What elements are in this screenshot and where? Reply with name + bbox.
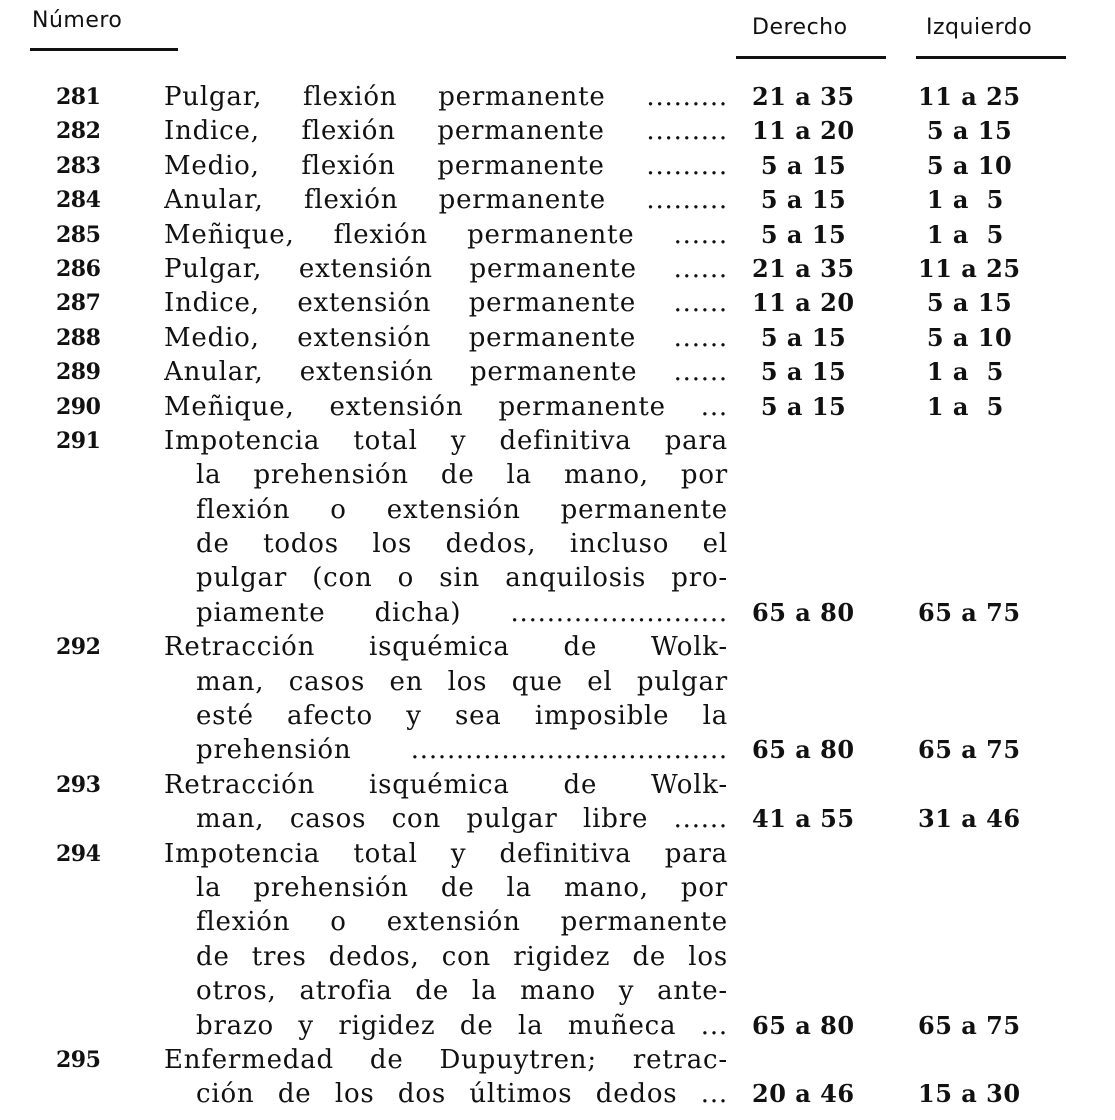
table-row [0,355,1115,389]
table-row [0,424,1115,630]
row-line [0,871,1115,905]
row-line [0,940,1115,974]
row-line [0,1077,1115,1111]
table-row [0,149,1115,183]
row-description-line: la prehensión de la mano, por [196,872,728,903]
value-izquierdo: 31 a 46 [918,804,1021,834]
row-line [0,733,1115,767]
row-number: 293 [56,771,101,798]
value-derecho: 65 a 80 [752,1010,855,1040]
column-header-numero: Número [32,8,123,33]
row-description-line: prehensión ................................... [196,735,728,766]
value-derecho: 5 a 15 [752,322,847,352]
value-derecho: 11 a 20 [752,288,855,318]
value-izquierdo: 1 a 5 [918,357,1004,387]
row-line [0,1009,1115,1043]
table-row [0,183,1115,217]
row-number: 283 [56,152,101,179]
row-description-line: Anular, extensión permanente ...... [164,357,728,388]
row-description-line: Retracción isquémica de Wolk- [164,632,728,663]
value-izquierdo: 1 a 5 [918,391,1004,421]
table-row [0,321,1115,355]
row-line [0,149,1115,183]
row-line [0,424,1115,458]
value-derecho: 21 a 35 [752,253,855,283]
row-line [0,974,1115,1008]
row-description-line: de tres dedos, con rigidez de los [196,941,728,972]
row-line [0,630,1115,664]
value-derecho: 65 a 80 [752,735,855,765]
row-line [0,802,1115,836]
value-izquierdo: 65 a 75 [918,1010,1021,1040]
value-izquierdo: 5 a 10 [918,322,1013,352]
row-number: 294 [56,840,101,867]
row-line [0,458,1115,492]
row-description-line: flexión o extensión permanente [196,494,728,525]
value-derecho: 5 a 15 [752,357,847,387]
column-header-derecho: Derecho [752,15,848,40]
row-line [0,355,1115,389]
row-number: 282 [56,118,101,145]
value-derecho: 65 a 80 [752,597,855,627]
row-line [0,561,1115,595]
table-row [0,390,1115,424]
row-description-line: Enfermedad de Dupuytren; retrac- [164,1044,728,1075]
row-description-line: Meñique, extensión permanente ... [164,391,728,422]
table-body [0,80,1115,1112]
value-izquierdo: 11 a 25 [918,82,1021,111]
value-derecho: 11 a 20 [752,116,855,146]
value-izquierdo: 5 a 15 [918,116,1013,146]
row-description-line: piamente dicha) ........................ [196,597,728,628]
row-description-line: Impotencia total y definitiva para [164,425,728,456]
table-row [0,837,1115,1043]
header-rule-izquierdo [916,56,1066,59]
table-row [0,252,1115,286]
row-line [0,1043,1115,1077]
row-description-line: Retracción isquémica de Wolk- [164,769,728,800]
row-line [0,183,1115,217]
row-line [0,768,1115,802]
row-description-line: Pulgar, flexión permanente ......... [164,82,728,112]
table-row [0,80,1115,114]
row-line [0,905,1115,939]
value-izquierdo: 15 a 30 [918,1079,1021,1109]
row-description-line: Medio, extensión permanente ...... [164,322,728,353]
row-number: 295 [56,1046,101,1073]
row-line [0,837,1115,871]
value-izquierdo: 65 a 75 [918,597,1021,627]
row-line [0,527,1115,561]
row-number: 289 [56,359,101,386]
value-derecho: 5 a 15 [752,219,847,249]
value-derecho: 21 a 35 [752,82,855,111]
value-izquierdo: 1 a 5 [918,185,1004,215]
row-description-line: Indice, flexión permanente ......... [164,116,728,147]
value-izquierdo: 65 a 75 [918,735,1021,765]
row-line [0,252,1115,286]
row-description-line: Indice, extensión permanente ...... [164,288,728,319]
row-number: 285 [56,221,101,248]
row-description-line: ción de los dos últimos dedos ... [196,1079,728,1110]
row-description-line: man, casos con pulgar libre ...... [196,804,728,835]
header-rule-numero [30,48,178,51]
row-number: 281 [56,84,101,110]
table-row [0,630,1115,768]
value-derecho: 5 a 15 [752,150,847,180]
row-description-line: Impotencia total y definitiva para [164,838,728,869]
row-line [0,699,1115,733]
value-izquierdo: 5 a 10 [918,150,1013,180]
header-rule-derecho [736,56,886,59]
row-description-line: la prehensión de la mano, por [196,460,728,491]
table-row [0,218,1115,252]
value-derecho: 5 a 15 [752,185,847,215]
row-line [0,218,1115,252]
value-izquierdo: 5 a 15 [918,288,1013,318]
value-izquierdo: 1 a 5 [918,219,1004,249]
row-description-line: esté afecto y sea imposible la [196,701,728,732]
row-description-line: brazo y rigidez de la muñeca ... [196,1010,728,1041]
value-izquierdo: 11 a 25 [918,253,1021,283]
row-description-line: man, casos en los que el pulgar [196,666,728,697]
table-row [0,114,1115,148]
row-description-line: otros, atrofia de la mano y ante- [196,976,728,1007]
row-description-line: Anular, flexión permanente ......... [164,185,728,216]
row-description-line: pulgar (con o sin anquilosis pro- [196,563,728,594]
value-derecho: 20 a 46 [752,1079,855,1109]
table-row [0,768,1115,837]
value-derecho: 5 a 15 [752,391,847,421]
row-number: 288 [56,324,101,351]
row-number: 286 [56,255,101,282]
row-description-line: Meñique, flexión permanente ...... [164,219,728,250]
row-description-line: Pulgar, extensión permanente ...... [164,253,728,284]
row-number: 290 [56,393,101,420]
row-description-line: de todos los dedos, incluso el [196,529,728,560]
row-line [0,596,1115,630]
row-number: 292 [56,634,101,661]
row-line [0,390,1115,424]
column-header-izquierdo: Izquierdo [926,15,1033,40]
row-line [0,286,1115,320]
row-line [0,114,1115,148]
row-line [0,665,1115,699]
row-number: 284 [56,187,101,214]
row-line [0,80,1115,114]
row-description-line: Medio, flexión permanente ......... [164,150,728,181]
table-row [0,1043,1115,1112]
row-number: 287 [56,290,101,317]
row-line [0,493,1115,527]
row-number: 291 [56,427,101,454]
table-row [0,286,1115,320]
row-description-line: flexión o extensión permanente [196,907,728,938]
value-derecho: 41 a 55 [752,804,855,834]
row-line [0,321,1115,355]
